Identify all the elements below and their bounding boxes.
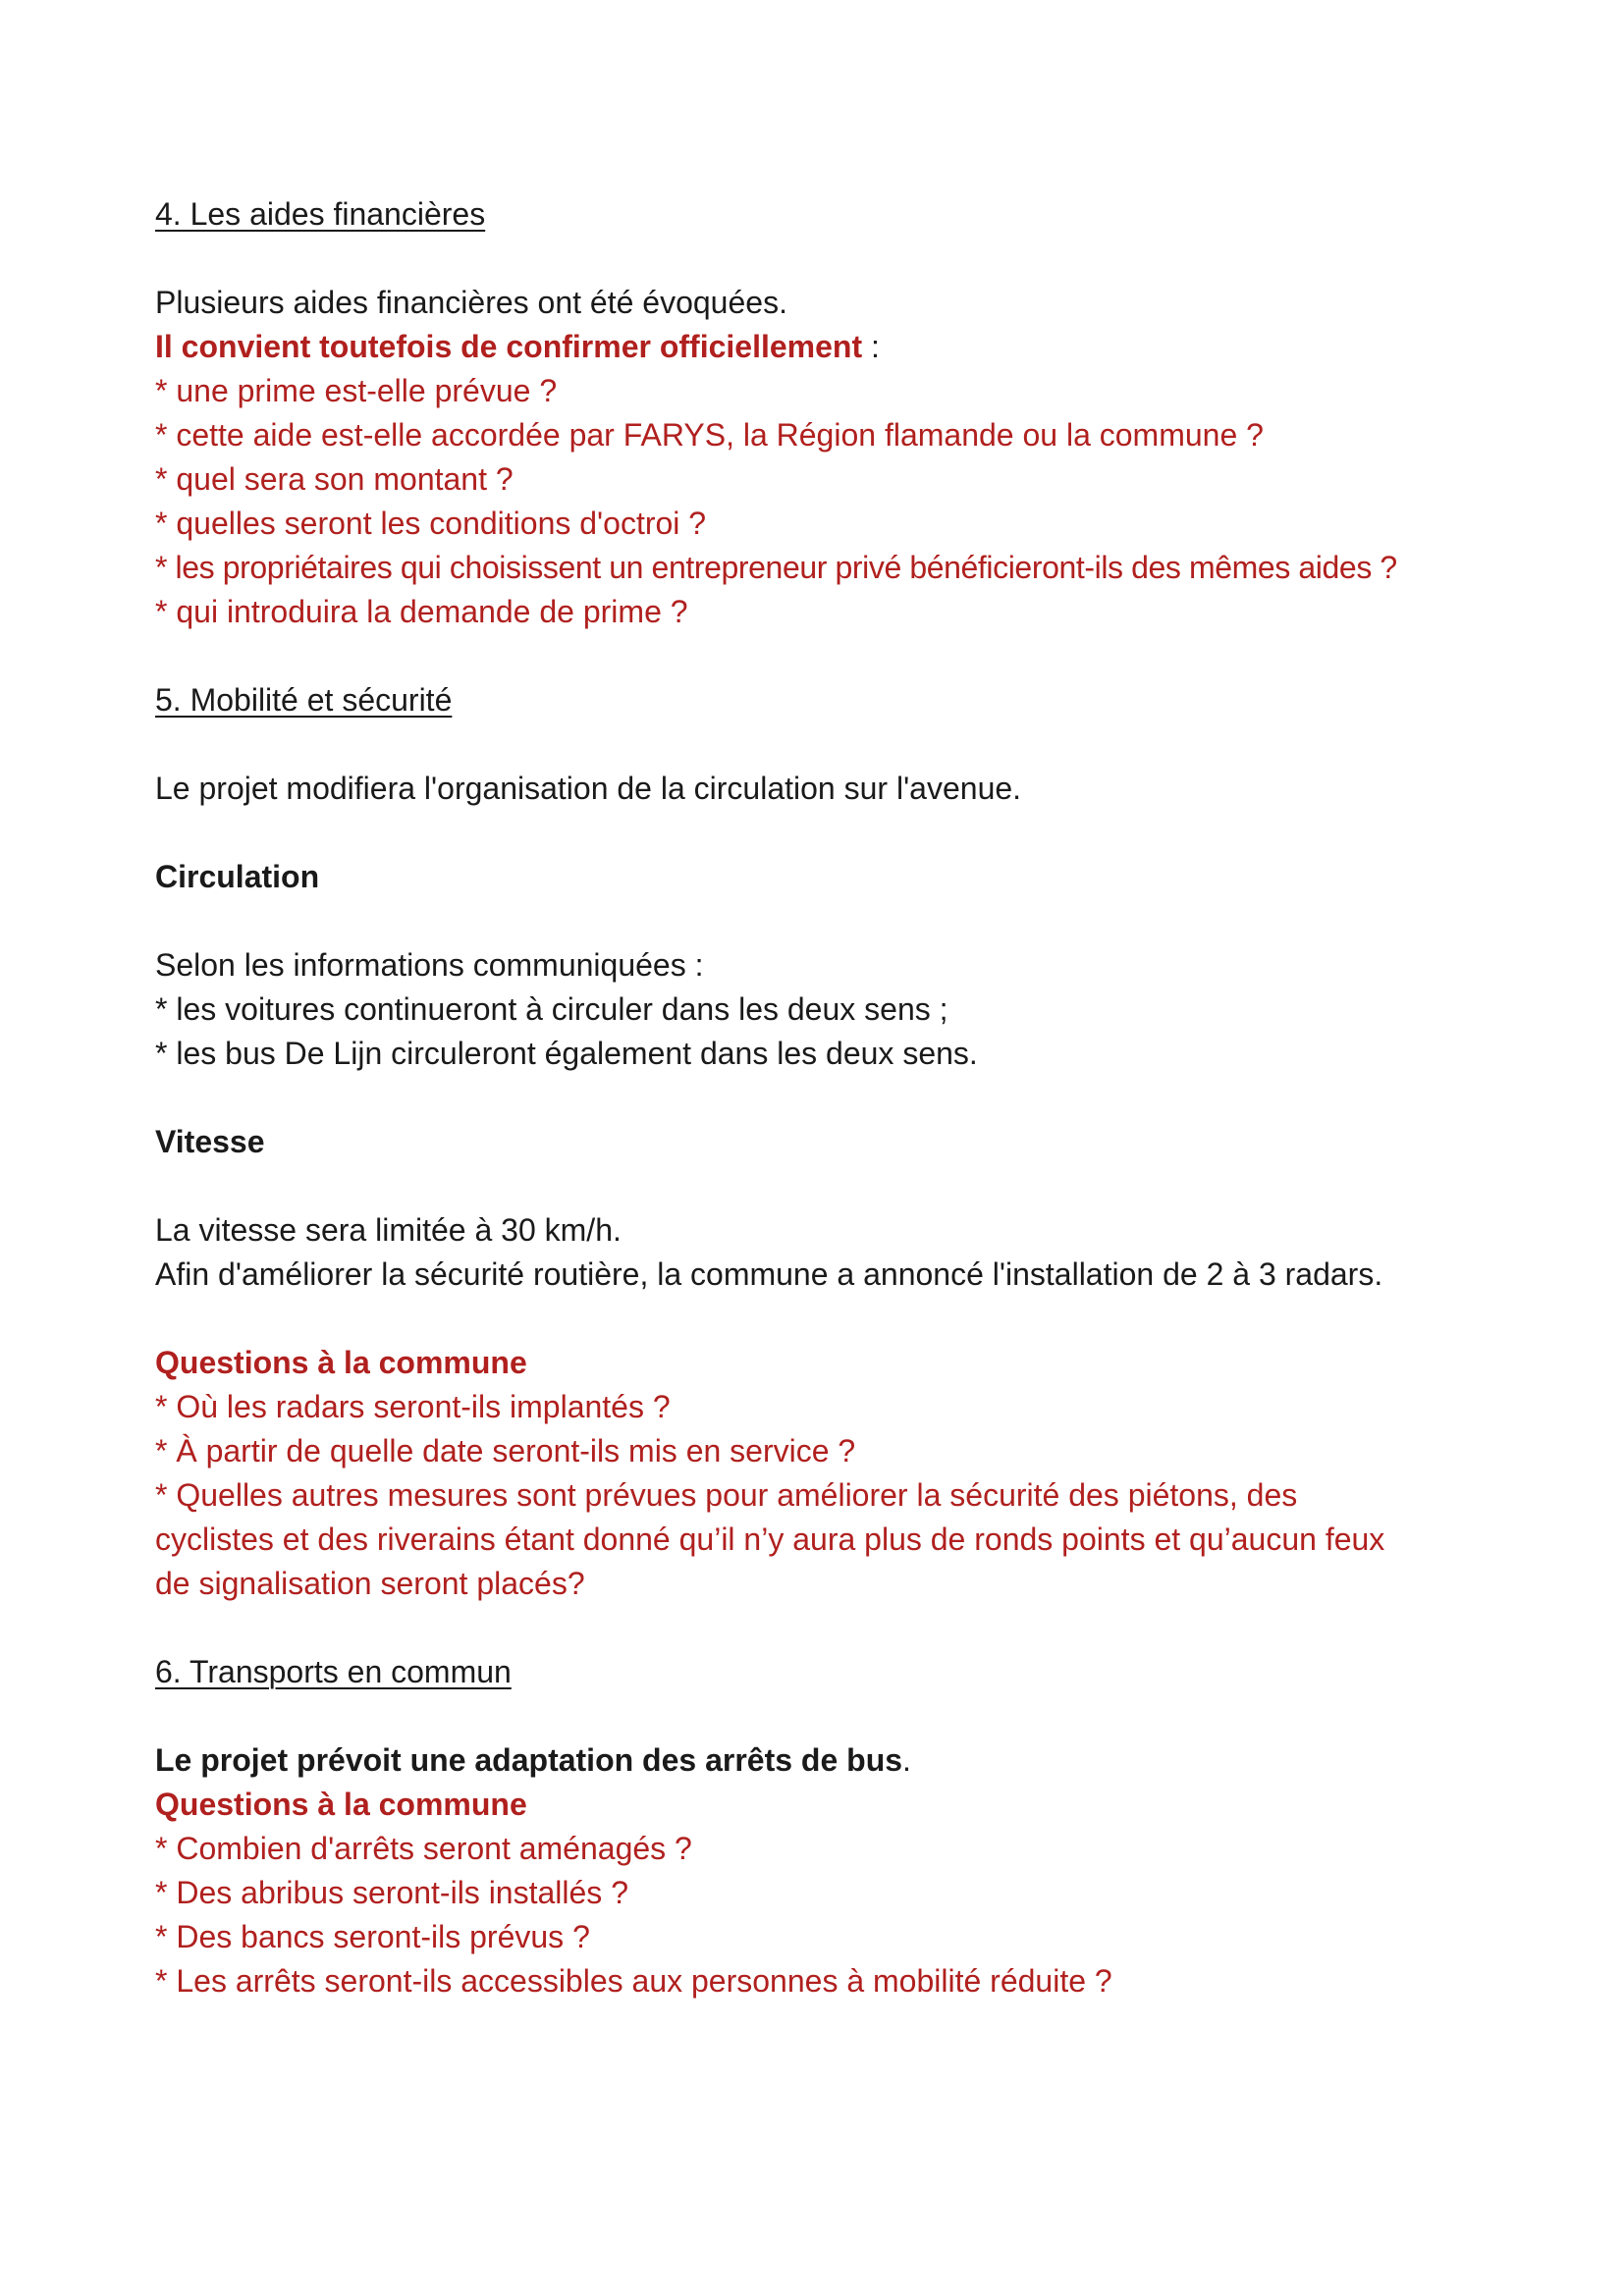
section-4-item: * les propriétaires qui choisissent un entrepreneur privé bénéficieront-ils des mêmes aides ?	[155, 550, 1397, 585]
section-5-heading: 5. Mobilité et sécurité	[155, 682, 453, 718]
section-6-questions-title: Questions à la commune	[155, 1787, 527, 1822]
spacer	[155, 1694, 1530, 1738]
section-4-intro: Plusieurs aides financières ont été évoquées.	[155, 285, 787, 320]
section-6-intro-suffix: .	[902, 1742, 911, 1778]
spacer	[155, 237, 1530, 281]
section-4-item: * une prime est-elle prévue ?	[155, 373, 558, 408]
spacer	[155, 1076, 1530, 1120]
spacer	[155, 1606, 1530, 1650]
spacer	[155, 811, 1530, 855]
spacer	[155, 722, 1530, 767]
section-4-heading: 4. Les aides financières	[155, 196, 486, 232]
section-5-question-long: de signalisation seront placés?	[155, 1566, 585, 1601]
spacer	[155, 899, 1530, 943]
circulation-intro: Selon les informations communiquées :	[155, 947, 704, 983]
section-5-questions-title: Questions à la commune	[155, 1345, 527, 1380]
section-4-confirm-line	[155, 325, 1530, 369]
circulation-item: * les voitures continueront à circuler dans les deux sens ;	[155, 991, 948, 1027]
section-4-item: * quelles seront les conditions d'octroi ?	[155, 506, 707, 541]
section-6-intro-bold: Le projet prévoit une adaptation des arrêts de bus	[155, 1742, 903, 1778]
vitesse-line-2: Afin d'améliorer la sécurité routière, la commune a annoncé l'installation de 2 à 3 radars.	[155, 1256, 1383, 1292]
spacer	[155, 634, 1530, 678]
vitesse-title: Vitesse	[155, 1124, 265, 1159]
vitesse-line-1: La vitesse sera limitée à 30 km/h.	[155, 1212, 622, 1248]
section-4-item: * cette aide est-elle accordée par FARYS, la Région flamande ou la commune ?	[155, 417, 1264, 453]
circulation-item: * les bus De Lijn circuleront également dans les deux sens.	[155, 1036, 978, 1071]
document-page	[155, 192, 1530, 2003]
section-5-question-long: * Quelles autres mesures sont prévues pour améliorer la sécurité des piétons, des	[155, 1477, 1298, 1513]
section-6-question: * Les arrêts seront-ils accessibles aux personnes à mobilité réduite ?	[155, 1963, 1112, 1999]
circulation-title: Circulation	[155, 859, 320, 894]
section-5-question: * Où les radars seront-ils implantés ?	[155, 1389, 671, 1424]
section-4-confirm-suffix: :	[862, 329, 880, 364]
section-5-question: * À partir de quelle date seront-ils mis en service ?	[155, 1433, 856, 1468]
spacer	[155, 1164, 1530, 1208]
section-6-question: * Des bancs seront-ils prévus ?	[155, 1919, 590, 1954]
section-6-heading: 6. Transports en commun	[155, 1654, 512, 1689]
section-6-question: * Combien d'arrêts seront aménagés ?	[155, 1831, 692, 1866]
section-4-item: * quel sera son montant ?	[155, 461, 514, 497]
spacer	[155, 1297, 1530, 1341]
section-4-confirm-bold: Il convient toutefois de confirmer officiellement	[155, 329, 863, 364]
section-5-intro: Le projet modifiera l'organisation de la circulation sur l'avenue.	[155, 771, 1022, 806]
section-4-item: * qui introduira la demande de prime ?	[155, 594, 688, 629]
section-6-intro-line	[155, 1738, 1530, 1783]
section-6-question: * Des abribus seront-ils installés ?	[155, 1875, 628, 1910]
section-5-question-long: cyclistes et des riverains étant donné qu’il n’y aura plus de ronds points et qu’aucun feux	[155, 1522, 1385, 1557]
